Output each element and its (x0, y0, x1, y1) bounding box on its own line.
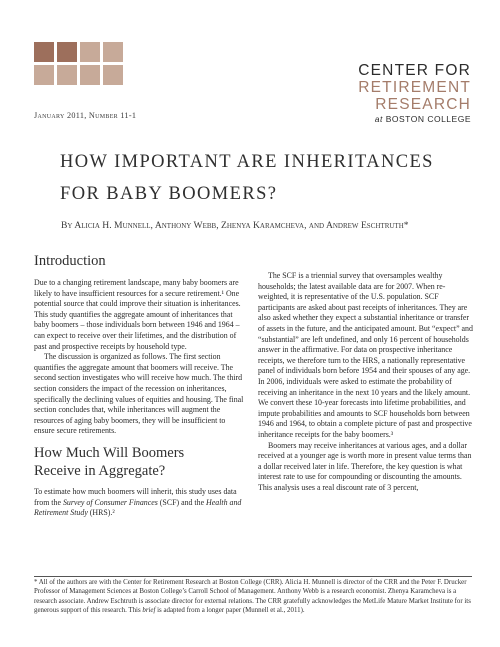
heading-line-2: Receive in Aggregate? (34, 462, 166, 479)
logo-block (80, 65, 100, 85)
intro-paragraph-2: The discussion is organized as follows. The first section quantifies the aggregate amount that boomers will receive. The second section investigates who will receive how much. The third section considers the impact of the recession on inheritances, specifically the declining values of equities and housing. The final section concludes that, while inheritances will augment the resources of aging baby boomers, they will be insufficient to ensure secure retirements. (34, 352, 244, 436)
column-right (258, 271, 473, 493)
section-heading-aggregate (34, 444, 244, 480)
page-title (60, 146, 480, 210)
italic-survey-name: Survey of Consumer Finances (62, 497, 158, 507)
logo-boston-college: BOSTON COLLEGE (385, 114, 471, 124)
logo-line-4 (358, 114, 471, 124)
logo-line-1: CENTER FOR (358, 62, 471, 79)
logo-block (34, 65, 54, 85)
logo-line-3: RESEARCH (375, 96, 471, 113)
right-paragraph-2: Boomers may receive inheritances at various ages, and a dollar received at a younger age is worth more in present value terms than a dollar received later in life. Therefore, the key question is what interest rate to use for compounding or discounting the amounts. This analysis uses a real discount rate of 3 percent, (258, 440, 472, 492)
heading-line-1: How Much Will Boomers (34, 444, 185, 461)
text-run: To estimate how much boomers will inherit, this study uses data from the (34, 486, 237, 507)
logo-block (57, 42, 77, 62)
logo-line-2: RETIREMENT (358, 79, 471, 96)
logo-blocks (34, 42, 123, 88)
italic-study-name: Health and Retirement Study (34, 497, 242, 518)
column-left (34, 252, 244, 519)
intro-paragraph-1: Due to a changing retirement landscape, many baby boomers are likely to have insufficient resources for a secure retirement.¹ One potential source that could improve their situation is inheritances. This study quantifies the aggregate amount of inheritances that baby boomers – those individuals born between 1946 and 1964 – can expect to receive over their lifetimes, and the distribution of past and prospective receipts by household type. (34, 278, 241, 351)
right-paragraph-1: The SCF is a triennial survey that oversamples wealthy households; the latest available data are for 2007. When re-weighted, it is representative of the U.S. population. SCF participants are asked about past receipts of inheritances. They are also asked whether they expect a substantial inheritance or transfer of assets in the future, and the anticipated amount. But “expect” and “substantial” are left undefined, and only 16 percent of households answer in the affirmative. For data on prospective inheritance receipts, we therefore turn to the HRS, a nationally representative panel of individuals born before 1954 and their spouses of any age. In 2006, individuals were asked to estimate the probability of receiving an inheritance in the next 10 years and the likely amount. We convert these 10-year forecasts into lifetime probabilities, and impute probabilities and amounts to SCF households born between 1946 and 1964, to obtain a complete picture of past and prospective inheritance receipts for the baby boomers.³ (258, 271, 473, 439)
text-run: (HRS).² (87, 508, 115, 518)
section-heading-introduction: Introduction (34, 253, 106, 269)
logo-at: at (374, 114, 383, 124)
crr-logo (358, 62, 471, 124)
logo-block (57, 65, 77, 85)
logo-block (34, 42, 54, 62)
logo-block (80, 42, 100, 62)
title-line-1: HOW IMPORTANT ARE INHERITANCES (60, 152, 434, 172)
aggregate-paragraph-1 (34, 487, 244, 519)
logo-block (103, 42, 123, 62)
footnote-text: * All of the authors are with the Center for Retirement Research at Boston College (CRR). Alicia H. Munnell is director of the CRR and the Peter F. Drucker Professor of Management Sciences at Boston College’s Carroll School of Management. Anthony Webb is a research economist. Zhenya Karamcheva is a research associate. Andrew Eschtruth is associate director for external relations. The CRR gratefully acknowledges the MetLife Mature Market Institute for its generous support of this research. This (34, 579, 471, 614)
logo-block (103, 65, 123, 85)
text-run: (SCF) and the (157, 497, 207, 507)
footnote-divider (34, 576, 472, 577)
footnote (34, 578, 474, 615)
dateline: January 2011, Number 11-1 (34, 111, 137, 120)
byline: By Alicia H. Munnell, Anthony Webb, Zhenya Karamcheva, and Andrew Eschtruth* (61, 220, 409, 231)
title-line-2: FOR BABY BOOMERS? (60, 184, 278, 204)
footnote-brief-italic: brief (142, 606, 156, 614)
footnote-text-end: is adapted from a longer paper (Munnell et al., 2011). (155, 606, 305, 614)
